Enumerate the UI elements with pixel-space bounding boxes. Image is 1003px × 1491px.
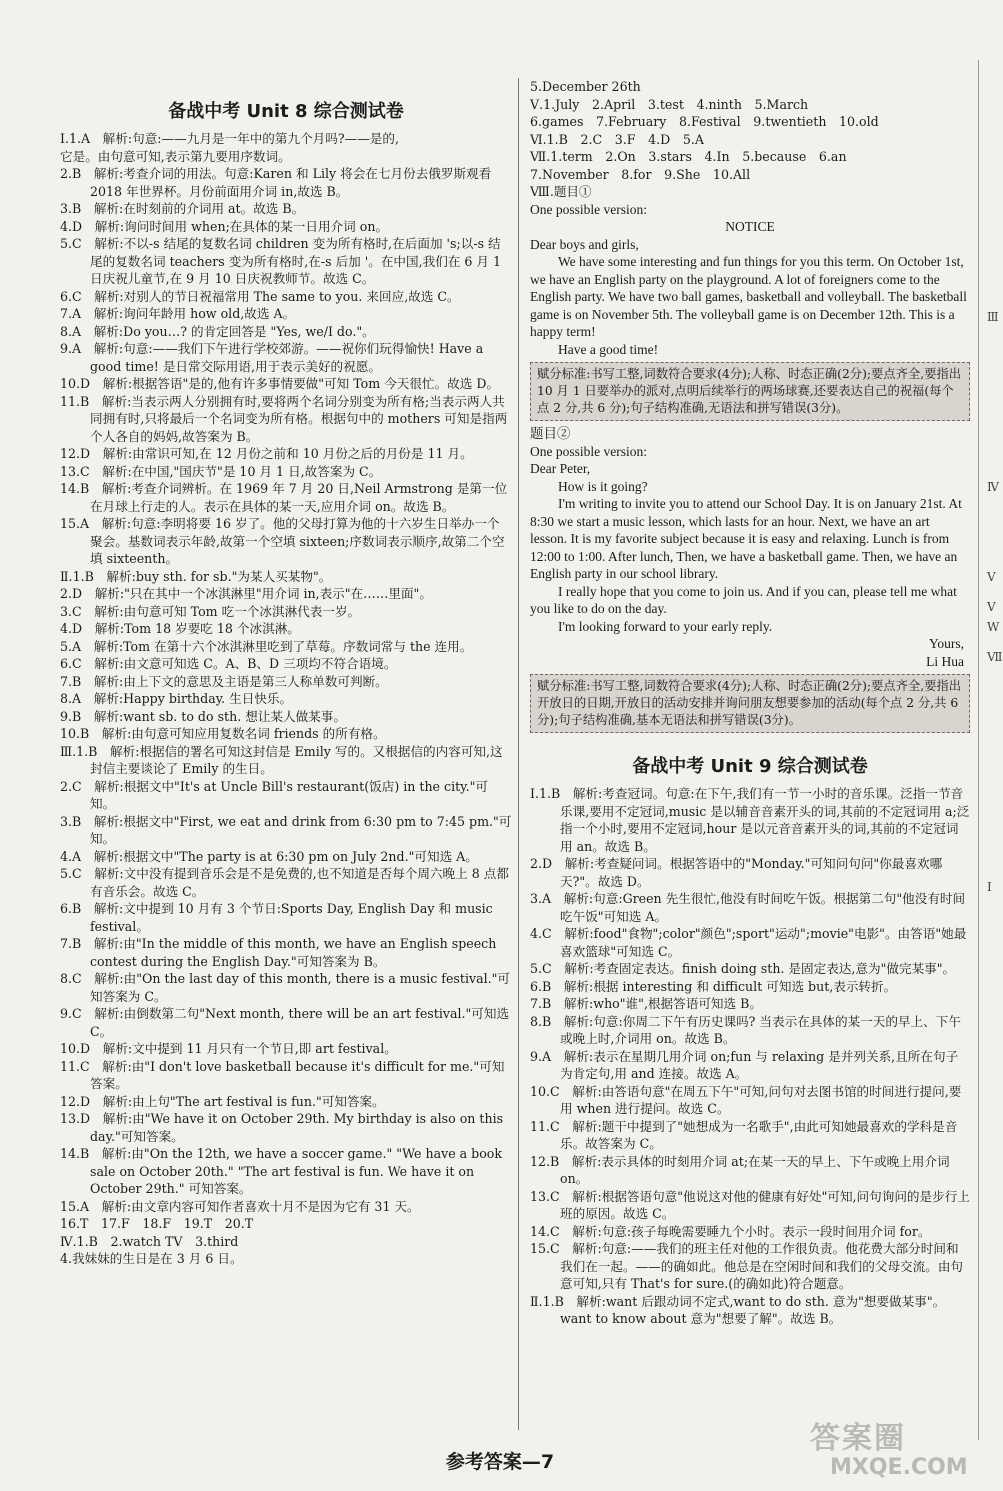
edge-mark: V	[987, 570, 996, 584]
answer-line: 7.B 解析:由"In the middle of this month, we have an English speech contest during the English Day."可知答案为 B。	[60, 936, 497, 969]
answer-line: 12.B 解析:表示具体的时刻用介词 at;在某一天的早上、下午或晚上用介词 on。	[530, 1153, 950, 1186]
answer-line: 11.B 解析:当表示两人分别拥有时,要将两个名词分别变为所有格;当表示两人共同拥有时,只将最后一个名词变为所有格。根据句中的 mothers 可知是指两个人各自的妈妈,故答案为 B。	[60, 393, 508, 444]
answer-line: Ⅴ.1.July 2.April 3.test 4.ninth 5.March	[530, 96, 809, 112]
answer-line: 15.A 解析:句意:李明将要 16 岁了。他的父母打算为他的十六岁生日举办一个聚会。基数词表示年龄,故第一个空填 sixteen;序数词表示顺序,故第二个空填 sixteenth。	[60, 516, 505, 566]
answer-line: 6.B 解析:根据 interesting 和 difficult 可知选 but,表示转折。	[530, 978, 897, 994]
answer-line: 10.D 解析:文中提到 11 月只有一个节日,即 art festival。	[60, 1041, 397, 1056]
answer-line: Ⅷ.题目①	[530, 184, 592, 199]
watermark	[810, 1413, 980, 1485]
answer-line: 7.B 解析:由上下文的意思及主语是第三人称单数可判断。	[60, 673, 388, 689]
answer-line: 5.C 解析:不以-s 结尾的复数名词 children 变为所有格时,在后面加 's;以-s 结尾的复数名词 teachers 变为所有格时,在-s 后加 '。在中国,我们在 6 月 1 日庆祝儿童节,在 9 月 10 日庆祝教师节。故选 C。	[60, 236, 502, 286]
scoring-criteria-box: 赋分标准:书写工整,词数符合要求(4分);人称、时态正确(2分);要点齐全,要指出开放日的日期,开放日的活动安排并询问朋友想要参加的活动(每个点 2 分,共 6 分);句子结构准确,基本无语法和拼写错误(3分)。	[530, 674, 970, 733]
answer-line: 12.D 解析:由上句"The art festival is fun."可知答案。	[60, 1093, 385, 1109]
section-title: 备战中考 Unit 9 综合测试卷	[632, 756, 868, 777]
answer-line: 3.B 解析:根据文中"First, we eat and drink from 6:30 pm to 7:45 pm."可知。	[60, 813, 512, 846]
answer-line: 3.B 解析:在时刻前的介词用 at。故选 B。	[60, 201, 305, 216]
answer-line: 3.A 解析:句意:Green 先生很忙,他没有时间吃午饭。根据第二句"他没有时间吃午饭"可知选 A。	[530, 891, 966, 924]
edge-mark: I	[987, 880, 992, 894]
column-divider	[518, 78, 519, 1430]
answer-line: 11.C 解析:由"I don't love basketball because it's difficult for me."可知答案。	[60, 1058, 505, 1091]
answer-line: 4.A 解析:根据文中"The party is at 6:30 pm on July 2nd."可知选 A。	[60, 848, 478, 864]
answer-line: 14.B 解析:考查介词辨析。在 1969 年 7 月 20 日,Neil Armstrong 是第一位在月球上行走的人。表示在具体的某一天,应用介词 on。故选 B。	[60, 481, 508, 514]
answer-line: 7.A 解析:询问年龄用 how old,故选 A。	[60, 306, 296, 321]
page-footer: 参考答案—7	[445, 1451, 555, 1473]
essay-paragraph: I'm writing to invite you to attend our School Day. It is on January 21st. At 8:30 we start a music lesson, which lasts for an hour. Next, we have an art lesson. It is my favorite subject because it is easy and relaxing. Lunch is from 12:00 to 1:00. After lunch, Then, we have a basketball game. Then, we have an English party in our school library.	[530, 496, 962, 581]
answer-line: 6.C 解析:对别人的节日祝福常用 The same to you. 来回应,故选 C。	[60, 288, 460, 304]
answer-line: 12.D 解析:由常识可知,在 12 月份之前和 10 月份之后的月份是 11 月。	[60, 446, 473, 461]
edge-mark: Ⅶ	[987, 650, 1003, 664]
answer-line: 10.D 解析:根据答语"是的,他有许多事情要做"可知 Tom 今天很忙。故选 D。	[60, 376, 500, 391]
answer-line: 6.C 解析:由文意可知选 C。A、B、D 三项均不符合语境。	[60, 656, 397, 671]
essay-paragraph: How is it going?	[558, 478, 648, 494]
answer-line: 2.D 解析:考查疑问词。根据答语中的"Monday."可知问句问"你最喜欢哪天?"。故选 D。	[530, 856, 943, 889]
answer-line: 15.C 解析:句意:——我们的班主任对他的工作很负责。他花费大部分时间和我们在一起。——的确如此。他总是在空闲时间和我们的父母交流。由句意可知,只有 That's for sure.(的确如此)符合题意。	[530, 1241, 963, 1291]
edge-mark: Ⅳ	[987, 480, 999, 494]
essay-line: One possible version:	[530, 443, 647, 459]
answer-line: Ⅵ.1.B 2.C 3.F 4.D 5.A	[530, 131, 704, 147]
essay-paragraph: Have a good time!	[558, 341, 659, 357]
answer-line: 8.A 解析:Happy birthday. 生日快乐。	[60, 691, 293, 706]
answer-line: 8.C 解析:由"On the last day of this month, there is a music festival."可知答案为 C。	[60, 971, 511, 1004]
watermark-logo: 答案圈	[810, 1421, 906, 1456]
answer-line: 5.December 26th	[530, 79, 641, 94]
answer-line: 14.C 解析:句意:孩子每晚需要睡九个小时。表示一段时间用介词 for。	[530, 1223, 931, 1239]
essay-line: One possible version:	[530, 201, 647, 217]
answer-line: 13.D 解析:由"We have it on October 29th. My birthday is also on this day."可知答案。	[60, 1111, 504, 1144]
edge-mark: Ⅲ	[987, 310, 999, 324]
right-answer-column	[530, 78, 970, 1328]
answer-line: 4.D 解析:Tom 18 岁要吃 18 个冰淇淋。	[60, 621, 300, 636]
answer-line: 4.D 解析:询问时间用 when;在具体的某一日用介词 on。	[60, 218, 389, 234]
essay-signature: Yours,	[928, 636, 964, 651]
answer-line: Ⅱ.1.B 解析:want 后跟动词不定式,want to do sth. 意为"想要做某事"。want to know about 意为"想要了解"。故选 B。	[530, 1293, 946, 1326]
answer-line: 9.A 解析:句意:——我们下午进行学校郊游。——祝你们玩得愉快! Have a good time! 是日常交际用语,用于表示美好的祝愿。	[60, 341, 484, 374]
essay-line: 题目②	[530, 426, 571, 441]
answer-line: 5.A 解析:Tom 在第十六个冰淇淋里吃到了草莓。序数词常与 the 连用。	[60, 638, 473, 654]
answer-line: 11.C 解析:题干中提到了"她想成为一名歌手",由此可知她最喜欢的学科是音乐。故答案为 C。	[530, 1118, 958, 1151]
answer-line: 14.B 解析:由"On the 12th, we have a soccer game." "We have a book sale on October 20th." "The art festival is fun. We have it on October 29th." 可知答案。	[60, 1146, 503, 1196]
watermark-url: MXQE.COM	[830, 1455, 968, 1480]
essay-line: Dear Peter,	[530, 461, 591, 476]
essay-paragraph: We have some interesting and fun things for you this term. On October 1st, we have an English party on the playground. A lot of foreigners come to the English party. We have two ball games, basketball and volleyball. The basketball game is on November 5th. The volleyball game is on December 12th. This is a happy term!	[530, 254, 967, 339]
answer-line: 8.A 解析:Do you…? 的肯定回答是 "Yes, we/I do."。	[60, 323, 375, 339]
answer-line: 6.B 解析:文中提到 10 月有 3 个节日:Sports Day, English Day 和 music festival。	[60, 901, 493, 934]
section-title: 备战中考 Unit 8 综合测试卷	[168, 101, 404, 122]
answer-line: Ⅰ.1.A 解析:句意:——九月是一年中的第九个月吗?——是的,	[60, 131, 399, 146]
answer-line: 9.C 解析:由倒数第二句"Next month, there will be an art festival."可知选 C。	[60, 1006, 510, 1039]
answer-line: 13.C 解析:根据答语句意"他说这对他的健康有好处"可知,问句询问的是步行上班的原因。故选 C。	[530, 1188, 970, 1221]
answer-line: 7.November 8.for 9.She 10.All	[530, 166, 751, 182]
edge-mark: W	[987, 620, 1000, 634]
answer-line: 15.A 解析:由文章内容可知作者喜欢十月不是因为它有 31 天。	[60, 1198, 420, 1214]
answer-line: 6.games 7.February 8.Festival 9.twentieth 10.old	[530, 114, 879, 129]
answer-line: 5.C 解析:文中没有提到音乐会是不是免费的,也不知道是否每个周六晚上 8 点都有音乐会。故选 C。	[60, 866, 509, 899]
answer-line: 10.B 解析:由句意可知应用复数名词 friends 的所有格。	[60, 726, 386, 741]
essay-signature: Li Hua	[926, 653, 964, 669]
answer-line: 10.C 解析:由答语句意"在周五下午"可知,问句对去图书馆的时间进行提问,要用 when 进行提问。故选 C。	[530, 1083, 962, 1116]
answer-line: 4.我妹妹的生日是在 3 月 6 日。	[60, 1251, 243, 1266]
answer-line: 13.C 解析:在中国,"国庆节"是 10 月 1 日,故答案为 C。	[60, 463, 382, 479]
answer-line: 8.B 解析:句意:你周二下午有历史课吗? 当表示在具体的某一天的早上、下午或晚上时,介词用 on。故选 B。	[530, 1013, 961, 1046]
answer-line: Ⅰ.1.B 解析:考查冠词。句意:在下午,我们有一节一小时的音乐课。泛指一节音乐课,要用不定冠词,music 是以辅音音素开头的词,其前的不定冠词用 a;泛指一个小时,要用不定冠词,hour 是以元音音素开头的词,其前的不定冠词用 an。故选 B。	[530, 786, 970, 854]
answer-line: 5.C 解析:考查固定表达。finish doing sth. 是固定表达,意为"做完某事"。	[530, 961, 956, 976]
answer-line: 9.A 解析:表示在星期几用介词 on;fun 与 relaxing 是并列关系,且所在句子为肯定句,用 and 连接。故选 A。	[530, 1048, 959, 1081]
answer-line: 2.D 解析:"只在其中一个冰淇淋里"用介词 in,表示"在……里面"。	[60, 586, 432, 601]
answer-line: Ⅲ.1.B 解析:根据信的署名可知这封信是 Emily 写的。又根据信的内容可知,这封信主要谈论了 Emily 的生日。	[60, 743, 503, 776]
answer-line: 9.B 解析:want sb. to do sth. 想让某人做某事。	[60, 708, 346, 724]
answer-line: 16.T 17.F 18.F 19.T 20.T	[60, 1216, 254, 1231]
left-answer-column	[60, 78, 512, 1268]
edge-mark: V	[987, 600, 996, 614]
essay-line: Dear boys and girls,	[530, 236, 639, 252]
essay-paragraph: I really hope that you come to join us. And if you can, please tell me what you like to do on the day.	[530, 583, 957, 616]
essay-paragraph: I'm looking forward to your early reply.	[558, 618, 773, 634]
answer-line: 2.C 解析:根据文中"It's at Uncle Bill's restaurant(饭店) in the city."可知。	[60, 778, 488, 811]
answer-line: 4.C 解析:food"食物";color"颜色";sport"运动";movie"电影"。由答语"她最喜欢篮球"可知选 C。	[530, 926, 967, 959]
answer-line: Ⅶ.1.term 2.On 3.stars 4.In 5.because 6.an	[530, 149, 847, 164]
essay-heading: NOTICE	[725, 219, 775, 234]
answer-line: 3.C 解析:由句意可知 Tom 吃一个冰淇淋代表一岁。	[60, 603, 361, 619]
answer-line-continued: 它是。由句意可知,表示第九要用序数词。	[60, 148, 291, 164]
answer-line: 7.B 解析:who"谁",根据答语可知选 B。	[530, 996, 762, 1011]
answer-line: Ⅱ.1.B 解析:buy sth. for sb."为某人买某物"。	[60, 568, 332, 584]
right-edge-divider	[978, 60, 979, 1440]
answer-line: 2.B 解析:考查介词的用法。句意:Karen 和 Lily 将会在七月份去俄罗斯观看 2018 年世界杯。月份前面用介词 in,故选 B。	[60, 166, 492, 199]
answer-line: Ⅳ.1.B 2.watch TV 3.third	[60, 1233, 239, 1249]
scoring-criteria-box: 赋分标准:书写工整,词数符合要求(4分);人称、时态正确(2分);要点齐全,要指出 10 月 1 日要举办的派对,点明后续举行的两场球赛,还要表达自己的祝福(每个点 2 分,共 6 分);句子结构准确,无语法和拼写错误(3分)。	[530, 362, 970, 421]
